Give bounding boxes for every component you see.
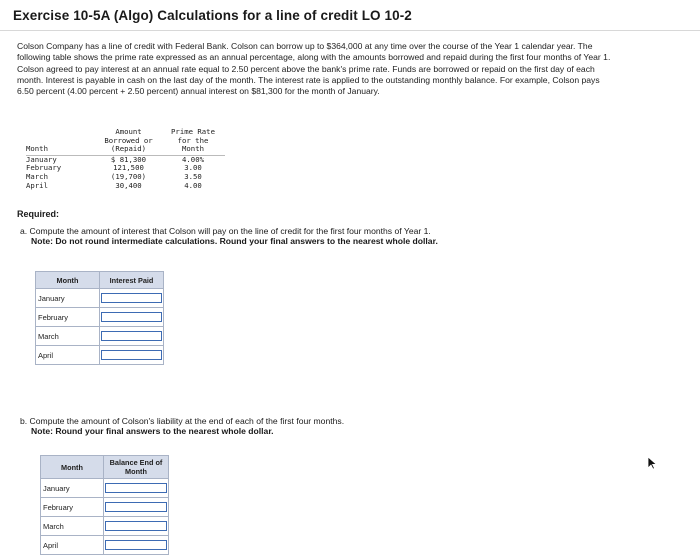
row-amount: 30,400 (115, 180, 142, 190)
interest-cell (100, 327, 164, 346)
table-row (41, 498, 169, 517)
row-amount: 121,500 (113, 163, 144, 173)
header-amount: Amount Borrowed or (Repaid) (96, 128, 161, 155)
month-label: February (41, 498, 104, 517)
table-row (36, 346, 164, 365)
required-heading: Required: (17, 209, 60, 219)
table-row (41, 536, 169, 555)
part-b-note: Note: Round your final answers to the nearest whole dollar. (31, 426, 274, 437)
interest-input-april[interactable] (101, 350, 162, 360)
row-rate: 4.00 (184, 180, 202, 190)
interest-answer-table (35, 271, 164, 365)
part-a-question (20, 226, 660, 247)
month-label: April (36, 346, 100, 365)
part-b-question (20, 416, 660, 437)
interest-input-january[interactable] (101, 293, 162, 303)
row-amount: $ 81,300 (110, 154, 147, 164)
balance-cell (104, 536, 169, 555)
month-label: March (41, 517, 104, 536)
table-row (36, 327, 164, 346)
interest-cell (100, 289, 164, 308)
part-a-text: a. Compute the amount of interest that Colson will pay on the line of credit for the first four months of Year 1. (20, 226, 431, 236)
row-month: February (26, 163, 62, 173)
part-a-note: Note: Do not round intermediate calculations. Round your final answers to the nearest whole dollar. (31, 236, 438, 247)
row-month: April (26, 180, 48, 190)
table-row (36, 308, 164, 327)
month-label: February (36, 308, 100, 327)
month-label: March (36, 327, 100, 346)
row-month: January (26, 154, 57, 164)
balance-input-february[interactable] (105, 502, 167, 512)
interest-cell (100, 346, 164, 365)
row-amount: (19,700) (110, 171, 147, 181)
month-label: January (41, 479, 104, 498)
title-divider (0, 30, 700, 31)
row-rate: 3.00 (184, 163, 202, 173)
row-rate: 4.00% (182, 154, 204, 164)
table-row (26, 182, 225, 191)
table-row (41, 517, 169, 536)
month-label: April (41, 536, 104, 555)
interest-input-march[interactable] (101, 331, 162, 341)
part-b-text: b. Compute the amount of Colson's liability at the end of each of the first four months. (20, 416, 345, 426)
page-title: Exercise 10-5A (Algo) Calculations for a line of credit LO 10-2 (13, 8, 412, 23)
header-prime-rate: Prime Rate for the Month (161, 128, 225, 155)
header-month: Month (26, 128, 96, 155)
interest-input-february[interactable] (101, 312, 162, 322)
interest-cell (100, 308, 164, 327)
table-row (41, 479, 169, 498)
month-label: January (36, 289, 100, 308)
rate-data-table (26, 128, 225, 190)
row-month: March (26, 171, 48, 181)
balance-input-april[interactable] (105, 540, 167, 550)
header-month: Month (41, 456, 104, 479)
balance-input-march[interactable] (105, 521, 167, 531)
balance-cell (104, 479, 169, 498)
problem-description: Colson Company has a line of credit with Federal Bank. Colson can borrow up to $364,000 at any time over the course of the Year 1 calendar year. The following table shows the prime rate expressed as an annual percentage, along with the amounts borrowed and repaid during the first four months of Year 1. Colson agreed to pay interest at an annual rate equal to 2.50 percent above the bank's prime rate. Funds are borrowed or repaid on the first day of each month. Interest is payable in cash on the last day of the month. The interest rate is applied to the outstanding monthly balance. For example, Colson pays 6.50 percent (4.00 percent + 2.50 percent) annual interest on $81,300 for the month of January. (17, 41, 611, 97)
balance-cell (104, 517, 169, 536)
balance-input-january[interactable] (105, 483, 167, 493)
header-interest-paid: Interest Paid (100, 272, 164, 289)
header-month: Month (36, 272, 100, 289)
balance-answer-table (40, 455, 169, 555)
table-row (36, 289, 164, 308)
row-rate: 3.50 (184, 171, 202, 181)
header-balance-end-of-month: Balance End of Month (104, 456, 169, 479)
balance-cell (104, 498, 169, 517)
